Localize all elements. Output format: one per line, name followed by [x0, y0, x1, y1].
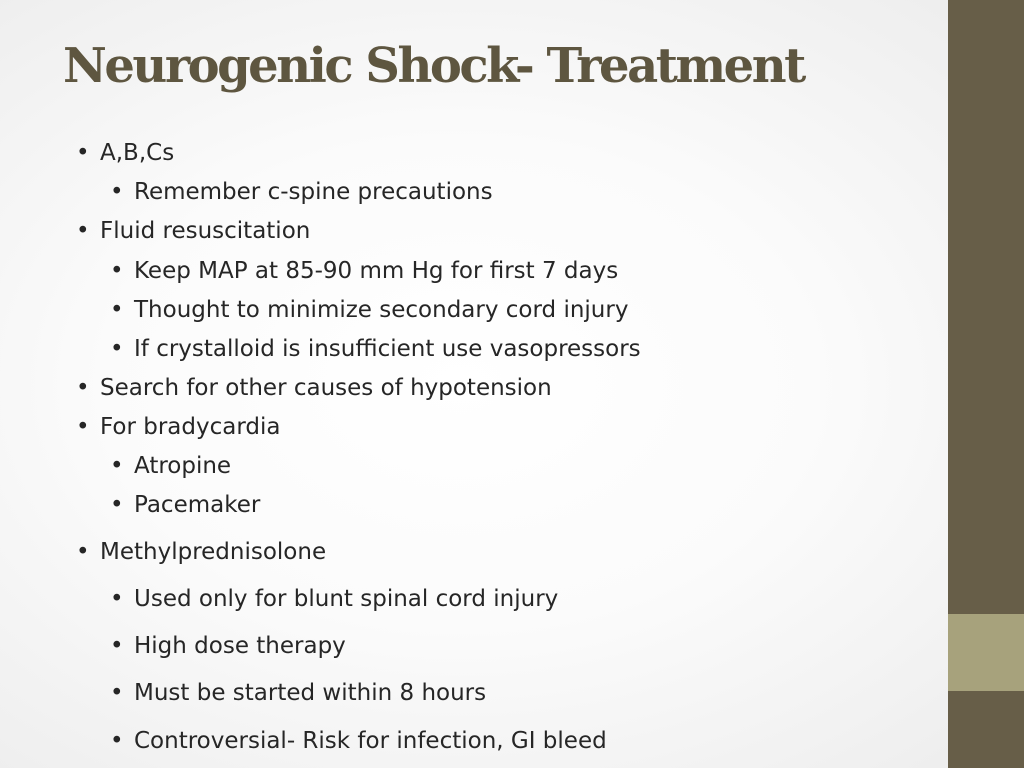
bullet-glyph: •: [110, 586, 124, 612]
bullet-glyph: •: [110, 336, 124, 362]
bullet-glyph: •: [110, 258, 124, 284]
sub-bullet-item: [110, 727, 607, 755]
sub-bullet-item: [110, 452, 231, 480]
bullet-glyph: •: [76, 140, 90, 166]
bullet-glyph: •: [110, 453, 124, 479]
sub-bullet-item: [110, 585, 558, 613]
sub-bullet-item: [110, 632, 346, 660]
bullet-text: For bradycardia: [100, 414, 281, 440]
bullet-glyph: •: [76, 375, 90, 401]
bullet-text: High dose therapy: [134, 633, 346, 659]
bullet-text: Thought to minimize secondary cord injury: [134, 297, 629, 323]
bullet-glyph: •: [110, 680, 124, 706]
bullet-item: [76, 538, 326, 566]
sub-bullet-item: [110, 679, 486, 707]
bullet-glyph: •: [110, 179, 124, 205]
bullet-text: If crystalloid is insufficient use vasopressors: [134, 336, 641, 362]
bullet-glyph: •: [76, 539, 90, 565]
bullet-text: Pacemaker: [134, 492, 261, 518]
sub-bullet-item: [110, 491, 260, 519]
bullet-glyph: •: [110, 728, 124, 754]
bullet-text: Controversial- Risk for infection, GI bleed: [134, 728, 607, 754]
bullet-text: Keep MAP at 85-90 mm Hg for first 7 days: [134, 258, 619, 284]
sub-bullet-item: [110, 257, 618, 285]
bullet-item: [76, 374, 552, 402]
slide-title: Neurogenic Shock- Treatment: [63, 38, 804, 94]
bullet-text: Atropine: [134, 453, 232, 479]
bullet-text: A,B,Cs: [100, 140, 175, 166]
bullet-text: Fluid resuscitation: [100, 218, 311, 244]
bullet-glyph: •: [76, 218, 90, 244]
bullet-glyph: •: [110, 492, 124, 518]
bullet-text: Must be started within 8 hours: [134, 680, 487, 706]
bullet-glyph: •: [110, 633, 124, 659]
sidebar-accent-block: [948, 614, 1024, 691]
sub-bullet-item: [110, 178, 493, 206]
bullet-glyph: •: [110, 297, 124, 323]
bullet-glyph: •: [76, 414, 90, 440]
sub-bullet-item: [110, 335, 641, 363]
bullet-item: [76, 217, 310, 245]
bullet-text: Used only for blunt spinal cord injury: [134, 586, 559, 612]
bullet-text: Methylprednisolone: [100, 539, 327, 565]
bullet-text: Remember c-spine precautions: [134, 179, 493, 205]
bullet-text: Search for other causes of hypotension: [100, 375, 552, 401]
bullet-item: [76, 139, 174, 167]
bullet-item: [76, 413, 281, 441]
sub-bullet-item: [110, 296, 628, 324]
